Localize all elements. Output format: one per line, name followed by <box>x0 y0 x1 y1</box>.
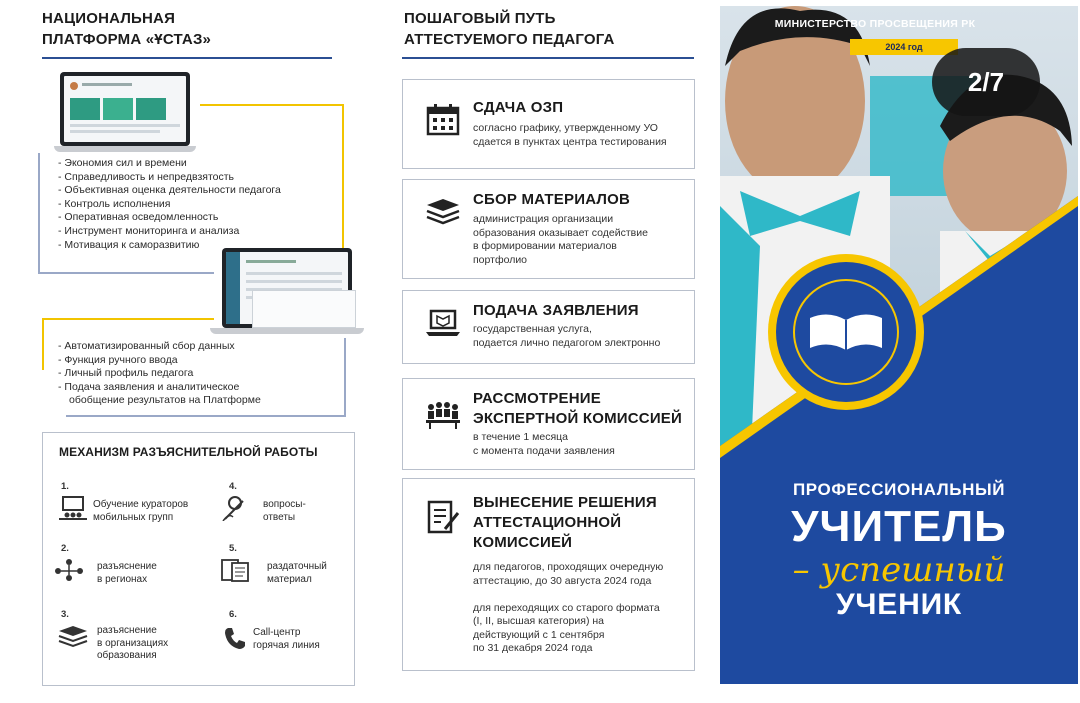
step-title: СДАЧА ОЗП <box>473 99 564 116</box>
platform-title-line2: ПЛАТФОРМА «ҰСТАЗ» <box>42 31 212 48</box>
slide-counter: 2/7 <box>932 48 1040 116</box>
books-stack-icon <box>425 194 461 230</box>
mechanism-number: 2. <box>61 543 69 554</box>
list-item: - Справедливость и непредвзятость <box>58 171 281 185</box>
list-item-continued: обобщение результатов на Платформе <box>69 394 261 406</box>
poster-image <box>720 6 1078 684</box>
step-card-2 <box>402 179 695 279</box>
path-title-line2: АТТЕСТУЕМОГО ПЕДАГОГА <box>404 31 615 48</box>
step-description: администрация организации образования оказывает содействие в формировании материалов портфолио <box>473 213 648 266</box>
mechanism-number: 6. <box>229 609 237 620</box>
question-answer-icon <box>219 495 251 521</box>
mechanism-number: 3. <box>61 609 69 620</box>
list-item: - Инструмент мониторинга и анализа <box>58 225 281 239</box>
mechanism-item-1: Обучение кураторов мобильных групп <box>93 499 189 523</box>
path-title-rule <box>402 57 694 59</box>
mechanism-item-2: разъяснение в регионах <box>97 561 157 585</box>
step-title: ВЫНЕСЕНИЕ РЕШЕНИЯ АТТЕСТАЦИОННОЙ КОМИССИЕЙ <box>473 494 657 551</box>
connector-blue-4 <box>66 415 346 417</box>
poster-line-professional: ПРОФЕССИОНАЛЬНЫЙ <box>792 480 1006 499</box>
phone-icon <box>219 625 251 651</box>
mechanism-item-6: Call-центр горячая линия <box>253 627 320 651</box>
mechanism-title: МЕХАНИЗМ РАЗЪЯСНИТЕЛЬНОЙ РАБОТЫ <box>59 445 318 459</box>
platform-title-line1: НАЦИОНАЛЬНАЯ <box>42 10 176 27</box>
list-item: - Контроль исполнения <box>58 198 281 212</box>
step-card-3 <box>402 290 695 364</box>
committee-icon <box>425 397 461 433</box>
step-card-4 <box>402 378 695 470</box>
step-description: в течение 1 месяца с момента подачи заявления <box>473 431 615 457</box>
list-item: - Экономия сил и времени <box>58 157 281 171</box>
decision-document-icon <box>425 499 461 535</box>
list-item: - Объективная оценка деятельности педагога <box>58 184 281 198</box>
connector-yellow-3 <box>42 318 44 370</box>
mechanism-number: 5. <box>229 543 237 554</box>
ministry-emblem-logo <box>766 252 926 412</box>
path-title-line1: ПОШАГОВЫЙ ПУТЬ <box>404 10 556 27</box>
connector-yellow-1 <box>200 104 344 106</box>
year-badge: 2024 год <box>850 39 958 55</box>
regional-network-icon <box>53 557 85 583</box>
list-item: - Личный профиль педагога <box>58 367 239 381</box>
connector-blue-2 <box>38 272 214 274</box>
step-description: государственная услуга, подается лично педагогом электронно <box>473 323 661 349</box>
mechanism-number: 4. <box>229 481 237 492</box>
handout-icon <box>219 557 251 583</box>
poster-line-teacher: УЧИТЕЛЬ <box>791 502 1007 551</box>
connector-yellow-2 <box>342 104 344 256</box>
list-item: - Мотивация к саморазвитию <box>58 239 281 253</box>
ministry-label: МИНИСТЕРСТВО ПРОСВЕЩЕНИЯ РК <box>774 18 976 30</box>
mechanism-item-5: раздаточный материал <box>267 561 327 585</box>
step-title: ПОДАЧА ЗАЯВЛЕНИЯ <box>473 302 639 319</box>
list-item: - Оперативная осведомленность <box>58 211 281 225</box>
laptop-icon <box>425 305 461 341</box>
step-title: РАССМОТРЕНИЕ ЭКСПЕРТНОЙ КОМИССИЕЙ <box>473 390 682 427</box>
connector-yellow-4 <box>42 318 214 320</box>
poster-line-successful: – успешный <box>792 550 1006 590</box>
mechanism-item-3: разъяснение в организациях образования <box>97 625 169 661</box>
platform-title-rule <box>42 57 332 59</box>
step-card-1 <box>402 79 695 169</box>
platform-features-list <box>58 340 239 394</box>
mechanism-item-4: вопросы- ответы <box>263 499 306 523</box>
popup-window-image <box>252 290 356 328</box>
step-description: для педагогов, проходящих очередную аттестацию, до 30 августа 2024 года для переходящих со старого формата (I, II, высшая категория) на действующий с 1 сентября по 31 декабря 2024 года <box>473 561 664 654</box>
platform-column <box>0 0 370 703</box>
step-card-5 <box>402 478 695 671</box>
poster-line-student: УЧЕНИК <box>835 588 963 621</box>
mechanism-number: 1. <box>61 481 69 492</box>
step-title: СБОР МАТЕРИАЛОВ <box>473 191 631 208</box>
books-stack-icon <box>57 623 89 649</box>
platform-benefits-list <box>58 157 281 252</box>
calendar-icon <box>425 102 461 138</box>
step-description: согласно графику, утвержденному УО сдается в пунктах центра тестирования <box>473 122 667 148</box>
connector-blue-1 <box>38 153 40 273</box>
list-item: - Подача заявления и аналитическое <box>58 381 239 395</box>
mechanism-box <box>42 432 355 686</box>
list-item: - Функция ручного ввода <box>58 354 239 368</box>
list-item: - Автоматизированный сбор данных <box>58 340 239 354</box>
training-board-icon <box>57 495 89 521</box>
connector-blue-3 <box>344 338 346 416</box>
